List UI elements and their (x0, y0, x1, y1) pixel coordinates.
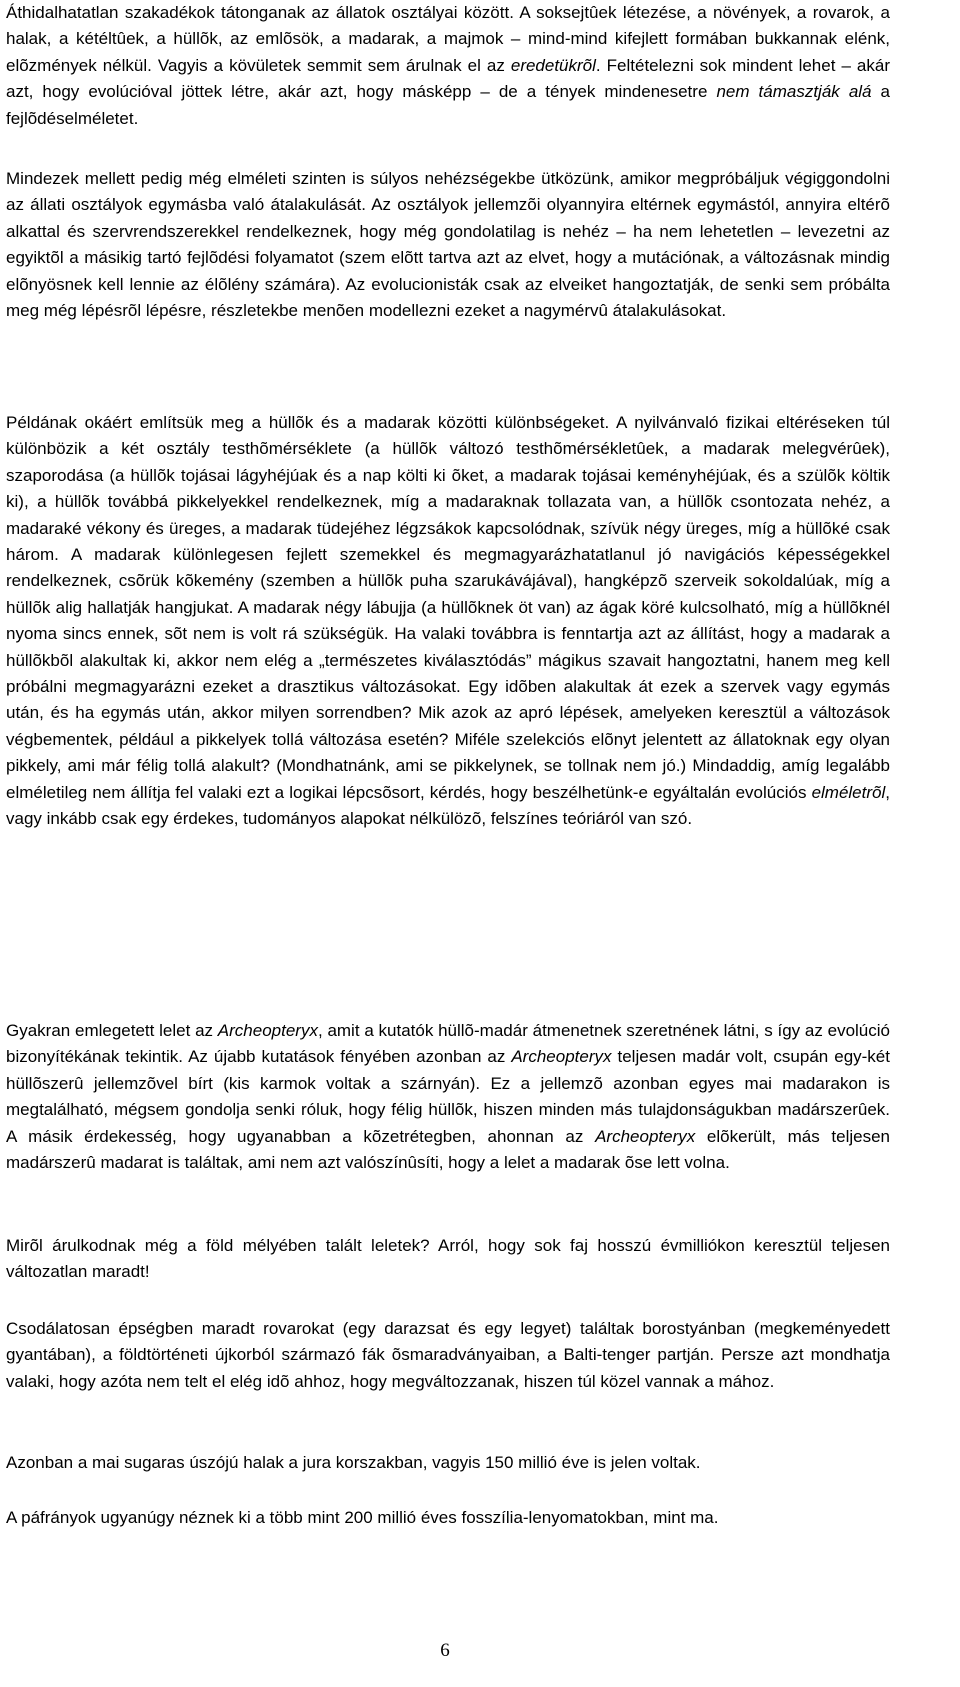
italic-run: Archeopteryx (511, 1047, 612, 1067)
text-run: elõkerült, más teljesen madárszerû madarat is találtak, ami nem azt valószínûsíti, hogy a lelet a madarak õse lett volna. (6, 1126, 890, 1173)
text-run: . Feltételezni sok mindent lehet – akár azt, hogy evolúcióval jöttek létre, akár azt, hogy másképp – de a tények mindenesetre (6, 55, 890, 102)
text-run: Csodálatosan épségben maradt rovarokat (egy darazsat és egy legyet) találtak borostyánban (megkeményedett gyantában), a földtörténeti újkorból származó fák õsmaradványaiban, a Balti-tenger partján. Persze azt mondhatja valaki, hogy azóta nem telt el elég idõ ahhoz, hogy megváltozzanak, hiszen túl közel vannak a mához. (6, 1319, 890, 1391)
text-run: Mindezek mellett pedig még elméleti szinten is súlyos nehézségekbe ütközünk, amikor megpróbáljuk végiggondolni az állati osztályok egymásba való átalakulását. Az osztályok jellemzõi olyannyira eltérnek egymástól, annyira eltérõ alkattal és szervrendszerekkel rendelkeznek, hogy még gondolatilag is nehéz – ha nem lehetetlen – levezetni az egyiktõl a másikig tartó fejlõdési folyamatot (szem elõtt tartva azt az elvet, hogy a mutációnak, a változásnak mindig elõnyösnek kell lennie az élõlény számára). Az evolucionisták csak az elveiket hangoztatják, de senki sem próbálta meg még lépésrõl lépésre, részletekbe menõen modellezni ezeket a nagymérvû átalakulásokat. (6, 169, 890, 321)
text-run: a fejlõdéselméletet. (6, 82, 890, 128)
text-run: A páfrányok ugyanúgy néznek ki a több mint 200 millió éves fosszília-lenyomatokban, mint ma. (6, 1508, 719, 1527)
text-run: Példának okáért említsük meg a hüllõk és a madarak közötti különbségeket. A nyilvánvaló fizikai eltéréseken túl különbözik a két osztály testhõmérséklete (a hüllõk változó testhõmérsékletûek, a madarak melegvérûek), szaporodása (a hüllõk tojásai lágyhéjúak és a nap költi ki õket, a madarak tojásai keményhéjúak, és a szülõk költik ki), a hüllõk továbbá pikkelyekkel rendelkeznek, míg a madaraknak tollazata van, a hüllõk csontozata nehéz, a madaraké vékony és üreges, a madarak tüdejéhez légzsákok kapcsolódnak, szívük négy üreges, míg a hüllõké csak három. A madarak különlegesen fejlett szemekkel és megmagyarázhatatlanul jó navigációs képességekkel rendelkeznek, csõrük kõkemény (szemben a hüllõk puha szarukávájával), hangképzõ szerveik sokoldalúak, míg a hüllõk alig hallatják hangjukat. A madarak négy lábujja (a hüllõknek öt van) az ágak köré kulcsolható, míg a hüllõknél nyoma sincs ennek, sõt nem is volt rá szükségük. Ha valaki továbbra is fenntartja azt az állítást, hogy a madarak a hüllõkbõl alakultak ki, akkor nem elég a „természetes kiválasztódás” mágikus szavait hangoztatni, hanem meg kell próbálni megmagyarázni ezeket a drasztikus változásokat. Egy idõben alakultak át ezek a szervek vagy egymás után, és ha egymás után, akkor milyen sorrendben? Mik azok az apró lépések, amelyeken keresztül a változások végbementek, például a pikkelyek tollá változása esetén? Miféle szelekciós elõnyt jelentett az állatoknak egy olyan pikkely, ami már félig tollá alakult? (Mondhatnánk, ami se pikkelynek, se tollnak nem jó.) Mindaddig, amíg legalább elméletileg nem állítja fel valaki ezt a logikai lépcsõsort, kérdés, hogy beszélhetünk-e egyáltalán evolúciós (6, 413, 890, 802)
paragraph-archeopteryx (6, 1018, 890, 1176)
italic-run: nem támasztják alá (716, 82, 872, 102)
paragraph-ferns (6, 1505, 890, 1531)
italic-run: Archeopteryx (217, 1021, 318, 1040)
page-number: 6 (440, 1640, 450, 1661)
paragraph-amber-insects (6, 1316, 890, 1395)
paragraph-ray-finned-fish (6, 1450, 890, 1476)
italic-run: Archeopteryx (595, 1126, 696, 1146)
text-run: Mirõl árulkodnak még a föld mélyében talált leletek? Arról, hogy sok faj hosszú évmilliókon keresztül teljesen változatlan maradt! (6, 1236, 890, 1282)
text-run: Azonban a mai sugaras úszójú halak a jura korszakban, vagyis 150 millió éve is jelen voltak. (6, 1453, 701, 1472)
paragraph-unchanged-species (6, 1233, 890, 1286)
text-run: Áthidalhatatlan szakadékok tátonganak az állatok osztályai között. A soksejtûek létezése, a növények, a rovarok, a halak, a kétéltûek, a hüllõk, az emlõsök, a madarak, a majmok – mind-mind kifejlett formában bukkannak elénk, elõzmények nélkül. Vagyis a kövületek semmit sem árulnak el az (6, 3, 890, 75)
paragraph-fossil-gaps (6, 0, 890, 132)
paragraph-theoretical-difficulties (6, 166, 890, 324)
text-run: , amit a kutatók hüllõ-madár átmenetnek szeretnének látni, s így az evolúció bizonyítékának tekintik. Az újabb kutatások fényében azonban az (6, 1021, 890, 1067)
text-run: Gyakran emlegetett lelet az (6, 1021, 218, 1040)
italic-run: elméletrõl (811, 782, 886, 802)
text-run: teljesen madár volt, csupán egy-két hüllõszerû jellemzõvel bírt (kis karmok voltak a szárnyán). Ez a jellemzõ azonban egyes mai madarakon is megtalálható, mégsem gondolja senki róluk, hogy félig hüllõk, hiszen minden más tulajdonságukban madárszerûek. A másik érdekesség, hogy ugyanabban a kõzetrétegben, ahonnan az (6, 1047, 890, 1146)
text-run: , vagy inkább csak egy érdekes, tudományos alapokat nélkülözõ, felszínes teóriáról van szó. (6, 782, 890, 829)
paragraph-reptile-bird-differences (6, 410, 890, 833)
italic-run: eredetükrõl (510, 55, 596, 75)
